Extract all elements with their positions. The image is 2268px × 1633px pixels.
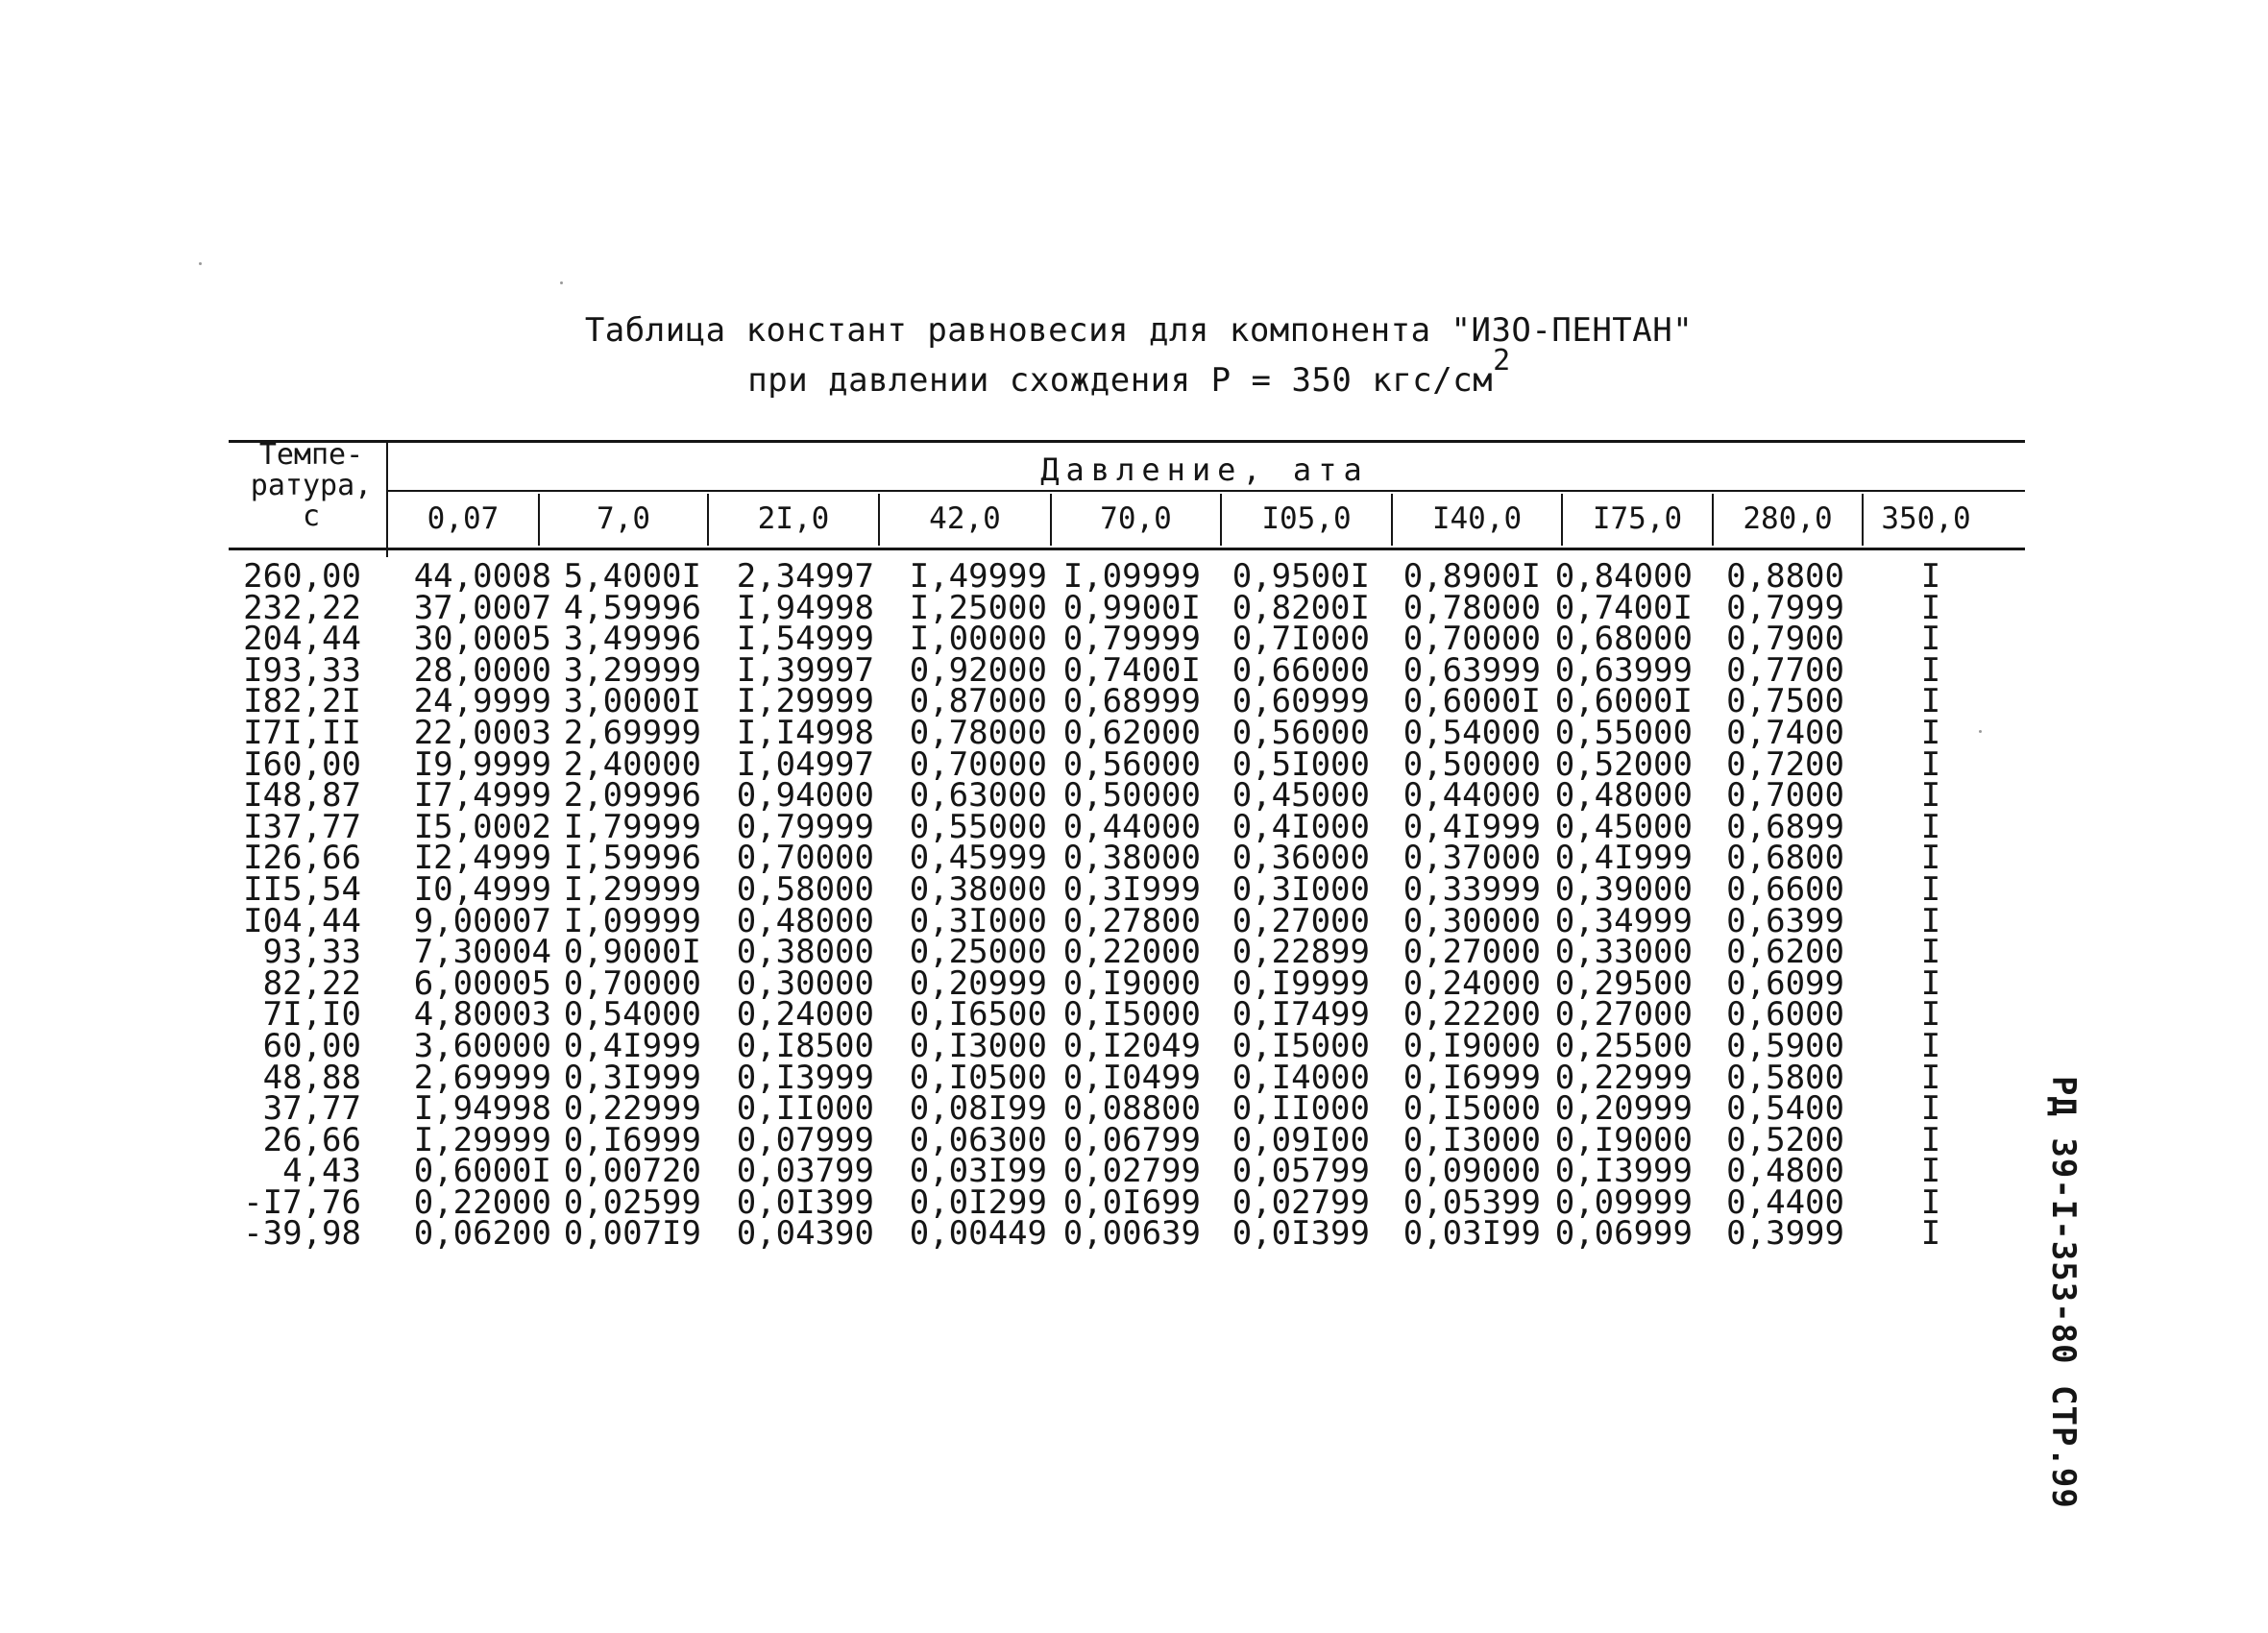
value-cell: 24,9999: [413, 682, 551, 721]
table-top-rule: [229, 440, 2025, 443]
value-cell: 0,I6500: [909, 995, 1047, 1035]
temperature-cell: I26,66: [243, 839, 361, 878]
value-cell: 0,6000I: [1402, 682, 1541, 721]
value-cell: I: [1920, 588, 1941, 627]
temperature-cell: I04,44: [243, 901, 361, 940]
value-cell: 0,I9000: [1402, 1026, 1541, 1065]
pressure-header: Давление, ата: [1040, 451, 1369, 488]
value-cell: 0,05399: [1402, 1182, 1541, 1222]
temperature-cell: I48,87: [243, 776, 361, 816]
value-cell: 0,9000I: [563, 933, 701, 972]
value-cell: 0,8900I: [1402, 557, 1541, 596]
value-cell: 0,48000: [736, 901, 874, 940]
value-cell: 0,70000: [736, 839, 874, 878]
value-cell: 0,66000: [1232, 650, 1370, 690]
temperature-cell: 60,00: [262, 1026, 361, 1065]
value-cell: 0,I5000: [1402, 1089, 1541, 1129]
value-cell: 0,5400: [1726, 1089, 1844, 1129]
value-cell: 0,0I299: [909, 1182, 1047, 1222]
value-cell: 0,02799: [1062, 1152, 1201, 1191]
value-cell: I,29999: [563, 869, 701, 909]
value-cell: I9,9999: [413, 744, 551, 784]
value-cell: 0,4I999: [1554, 839, 1693, 878]
value-cell: 0,I0500: [909, 1058, 1047, 1097]
value-cell: 0,I2049: [1062, 1026, 1201, 1065]
temperature-cell: 232,22: [243, 588, 361, 627]
value-cell: I: [1920, 963, 1941, 1003]
value-cell: 0,68000: [1554, 620, 1693, 659]
value-cell: 0,I6999: [563, 1120, 701, 1159]
title-line-2: [0, 344, 2268, 405]
value-cell: 0,68999: [1062, 682, 1201, 721]
value-cell: 0,45999: [909, 839, 1047, 878]
value-cell: 2,69999: [563, 713, 701, 752]
value-cell: 0,33999: [1402, 869, 1541, 909]
value-cell: 0,8200I: [1232, 588, 1370, 627]
value-cell: 0,84000: [1554, 557, 1693, 596]
value-cell: 0,4I000: [1232, 807, 1370, 846]
value-cell: 0,6800: [1726, 839, 1844, 878]
value-cell: I: [1920, 557, 1941, 596]
value-cell: 0,6000I: [413, 1152, 551, 1191]
value-cell: 0,50000: [1402, 744, 1541, 784]
value-cell: 0,54000: [1402, 713, 1541, 752]
value-cell: 0,6600: [1726, 869, 1844, 909]
value-cell: 0,06200: [413, 1214, 551, 1254]
value-cell: 3,60000: [413, 1026, 551, 1065]
value-cell: I,39997: [736, 650, 874, 690]
value-cell: 0,48000: [1554, 776, 1693, 816]
pressure-column-140-0: [1378, 557, 1541, 1254]
value-cell: 0,7999: [1726, 588, 1844, 627]
temperature-header: [234, 440, 388, 532]
temperature-cell: 204,44: [243, 620, 361, 659]
value-cell: I,54999: [736, 620, 874, 659]
value-cell: 0,05799: [1232, 1152, 1370, 1191]
value-cell: 0,20999: [909, 963, 1047, 1003]
value-cell: 0,37000: [1402, 839, 1541, 878]
value-cell: 0,7000: [1726, 776, 1844, 816]
value-cell: 7,30004: [413, 933, 551, 972]
value-cell: 0,II000: [1232, 1089, 1370, 1129]
value-cell: 0,4800: [1726, 1152, 1844, 1191]
value-cell: 0,38000: [736, 933, 874, 972]
value-cell: 0,33000: [1554, 933, 1693, 972]
temperature-cell: I7I,II: [243, 713, 361, 752]
value-cell: 0,7200: [1726, 744, 1844, 784]
value-cell: 0,27800: [1062, 901, 1201, 940]
value-cell: 0,09000: [1402, 1152, 1541, 1191]
value-cell: I,09999: [1062, 557, 1201, 596]
value-cell: 0,6099: [1726, 963, 1844, 1003]
value-cell: 6,00005: [413, 963, 551, 1003]
value-cell: 0,5800: [1726, 1058, 1844, 1097]
value-cell: 0,03I99: [909, 1152, 1047, 1191]
value-cell: 0,24000: [736, 995, 874, 1035]
value-cell: I: [1920, 682, 1941, 721]
value-cell: 0,7400I: [1062, 650, 1201, 690]
value-cell: 0,7I000: [1232, 620, 1370, 659]
pressure-header-rule: [388, 490, 2025, 492]
value-cell: 0,08800: [1062, 1089, 1201, 1129]
value-cell: I: [1920, 869, 1941, 909]
value-cell: I,49999: [909, 557, 1047, 596]
pressure-column-21-0: [711, 557, 874, 1254]
value-cell: 0,3999: [1726, 1214, 1844, 1254]
value-cell: 0,87000: [909, 682, 1047, 721]
value-cell: 0,45000: [1232, 776, 1370, 816]
value-cell: I5,0002: [413, 807, 551, 846]
value-cell: I,I4998: [736, 713, 874, 752]
value-cell: I: [1920, 650, 1941, 690]
value-cell: I,79999: [563, 807, 701, 846]
temperature-cell: 48,88: [262, 1058, 361, 1097]
value-cell: 0,I8500: [736, 1026, 874, 1065]
value-cell: 0,56000: [1062, 744, 1201, 784]
temperature-cell: 26,66: [262, 1120, 361, 1159]
value-cell: I: [1920, 713, 1941, 752]
value-cell: I: [1920, 995, 1941, 1035]
value-cell: 44,0008: [413, 557, 551, 596]
value-cell: 0,58000: [736, 869, 874, 909]
value-cell: I: [1920, 1152, 1941, 1191]
value-cell: 37,0007: [413, 588, 551, 627]
value-cell: 0,22000: [1062, 933, 1201, 972]
value-cell: 0,78000: [909, 713, 1047, 752]
pressure-column-280-0: [1700, 557, 1844, 1254]
value-cell: 28,0000: [413, 650, 551, 690]
value-cell: I,04997: [736, 744, 874, 784]
value-cell: I: [1920, 744, 1941, 784]
value-cell: 0,3I000: [1232, 869, 1370, 909]
value-cell: 0,52000: [1554, 744, 1693, 784]
pressure-column-70-0: [1037, 557, 1201, 1254]
value-cell: 0,50000: [1062, 776, 1201, 816]
value-cell: 22,0003: [413, 713, 551, 752]
pressure-column-42-0: [884, 557, 1047, 1254]
value-cell: 0,92000: [909, 650, 1047, 690]
value-cell: 0,5900: [1726, 1026, 1844, 1065]
header-bottom-rule: [229, 548, 2025, 550]
value-cell: 0,6000I: [1554, 682, 1693, 721]
value-cell: 0,3I000: [909, 901, 1047, 940]
temperature-cell: -I7,76: [243, 1182, 361, 1222]
value-cell: 3,0000I: [563, 682, 701, 721]
value-cell: I: [1920, 776, 1941, 816]
value-cell: 0,7400I: [1554, 588, 1693, 627]
value-cell: 2,09996: [563, 776, 701, 816]
title-superscript: 2: [1493, 344, 1511, 378]
temperature-cell: II5,54: [243, 869, 361, 909]
value-cell: 0,8800: [1726, 557, 1844, 596]
value-cell: 5,4000I: [563, 557, 701, 596]
temperature-cell: 260,00: [243, 557, 361, 596]
value-cell: 3,49996: [563, 620, 701, 659]
value-cell: 0,22899: [1232, 933, 1370, 972]
value-cell: 0,4I999: [1402, 807, 1541, 846]
value-cell: I: [1920, 1026, 1941, 1065]
value-cell: I0,4999: [413, 869, 551, 909]
temperature-cell: I60,00: [243, 744, 361, 784]
value-cell: 0,78000: [1402, 588, 1541, 627]
value-cell: 9,00007: [413, 901, 551, 940]
value-cell: I,00000: [909, 620, 1047, 659]
scan-speck: [1979, 730, 1982, 733]
temperature-cell: I37,77: [243, 807, 361, 846]
value-cell: 0,00449: [909, 1214, 1047, 1254]
value-cell: 0,24000: [1402, 963, 1541, 1003]
value-cell: 0,63999: [1554, 650, 1693, 690]
value-cell: I: [1920, 620, 1941, 659]
value-cell: 0,03799: [736, 1152, 874, 1191]
value-cell: 0,56000: [1232, 713, 1370, 752]
value-cell: I: [1920, 933, 1941, 972]
title-line-1: Таблица констант равновесия для компонента "ИЗО-ПЕНТАН": [584, 311, 1694, 350]
pressure-col-header: 2I,0: [757, 501, 830, 536]
value-cell: 0,39000: [1554, 869, 1693, 909]
value-cell: 0,007I9: [563, 1214, 701, 1254]
value-cell: 0,4I999: [563, 1026, 701, 1065]
value-cell: 3,29999: [563, 650, 701, 690]
value-cell: 0,5200: [1726, 1120, 1844, 1159]
value-cell: 0,20999: [1554, 1089, 1693, 1129]
value-cell: 0,I9999: [1232, 963, 1370, 1003]
pressure-col-header: I05,0: [1261, 501, 1352, 536]
value-cell: 0,45000: [1554, 807, 1693, 846]
value-cell: 0,6000: [1726, 995, 1844, 1035]
value-cell: 0,0I399: [1232, 1214, 1370, 1254]
value-cell: 0,06300: [909, 1120, 1047, 1159]
value-cell: 0,79999: [1062, 620, 1201, 659]
value-cell: 0,03I99: [1402, 1214, 1541, 1254]
value-cell: 0,70000: [563, 963, 701, 1003]
pressure-column-105-0: [1207, 557, 1370, 1254]
value-cell: 0,5I000: [1232, 744, 1370, 784]
value-cell: 0,7700: [1726, 650, 1844, 690]
value-cell: 0,30000: [736, 963, 874, 1003]
temperature-cell: 82,22: [262, 963, 361, 1003]
value-cell: 2,69999: [413, 1058, 551, 1097]
value-cell: I7,4999: [413, 776, 551, 816]
value-cell: 0,70000: [909, 744, 1047, 784]
pressure-col-header: 42,0: [929, 501, 1001, 536]
value-cell: 4,59996: [563, 588, 701, 627]
temperature-cell: I93,33: [243, 650, 361, 690]
pressure-column-350-0: [1912, 557, 1950, 1254]
value-cell: I: [1920, 1120, 1941, 1159]
temperature-cell: 93,33: [262, 933, 361, 972]
value-cell: 0,08I99: [909, 1089, 1047, 1129]
value-cell: 0,00639: [1062, 1214, 1201, 1254]
temperature-cell: 4,43: [282, 1152, 361, 1191]
value-cell: 0,00720: [563, 1152, 701, 1191]
value-cell: 0,22000: [413, 1182, 551, 1222]
value-cell: 0,I6999: [1402, 1058, 1541, 1097]
temperature-header-line-1: Темпе-: [258, 438, 364, 472]
value-cell: 0,63000: [909, 776, 1047, 816]
value-cell: 0,I9000: [1554, 1120, 1693, 1159]
scan-speck: [199, 262, 202, 265]
pressure-col-header: 70,0: [1100, 501, 1172, 536]
value-cell: 0,27000: [1554, 995, 1693, 1035]
value-cell: I: [1920, 807, 1941, 846]
value-cell: 0,I5000: [1062, 995, 1201, 1035]
value-cell: 0,6200: [1726, 933, 1844, 972]
value-cell: I,25000: [909, 588, 1047, 627]
temperature-column: [227, 557, 361, 1254]
value-cell: 0,0I699: [1062, 1182, 1201, 1222]
value-cell: 0,55000: [909, 807, 1047, 846]
pressure-col-header: I40,0: [1431, 501, 1523, 536]
value-cell: 0,09I00: [1232, 1120, 1370, 1159]
value-cell: 0,7500: [1726, 682, 1844, 721]
temperature-cell: -39,98: [243, 1214, 361, 1254]
temperature-header-line-3: с: [302, 500, 321, 533]
value-cell: 0,6399: [1726, 901, 1844, 940]
pressure-col-header: 280,0: [1743, 501, 1833, 536]
title-line-2-text: при давлении схождения Р = 350 кгс/см: [747, 361, 1494, 400]
value-cell: 2,40000: [563, 744, 701, 784]
value-cell: 0,I0499: [1062, 1058, 1201, 1097]
value-cell: 0,44000: [1062, 807, 1201, 846]
temperature-cell: 7I,I0: [262, 995, 361, 1035]
value-cell: 0,22200: [1402, 995, 1541, 1035]
value-cell: 0,63999: [1402, 650, 1541, 690]
value-cell: 2,34997: [736, 557, 874, 596]
value-cell: 0,44000: [1402, 776, 1541, 816]
value-cell: 0,I5000: [1232, 1026, 1370, 1065]
value-cell: I2,4999: [413, 839, 551, 878]
value-cell: I,29999: [736, 682, 874, 721]
value-cell: I: [1920, 839, 1941, 878]
value-cell: 0,6899: [1726, 807, 1844, 846]
value-cell: 0,79999: [736, 807, 874, 846]
value-cell: 0,27000: [1402, 933, 1541, 972]
value-cell: 0,02599: [563, 1182, 701, 1222]
pressure-col-header: I75,0: [1592, 501, 1683, 536]
value-cell: 0,34999: [1554, 901, 1693, 940]
value-cell: 0,02799: [1232, 1182, 1370, 1222]
value-cell: 0,38000: [909, 869, 1047, 909]
value-cell: 0,38000: [1062, 839, 1201, 878]
value-cell: 0,06999: [1554, 1214, 1693, 1254]
value-cell: 0,25500: [1554, 1026, 1693, 1065]
value-cell: I,59996: [563, 839, 701, 878]
pressure-column-7-0: [538, 557, 701, 1254]
temperature-cell: I82,2I: [243, 682, 361, 721]
pressure-col-header: 350,0: [1881, 501, 1971, 536]
value-cell: 0,94000: [736, 776, 874, 816]
pressure-column-0-07: [386, 557, 551, 1254]
table-title: [0, 305, 2268, 405]
value-cell: I,94998: [413, 1089, 551, 1129]
temperature-header-line-2: ратура,: [250, 469, 373, 502]
value-cell: 4,80003: [413, 995, 551, 1035]
value-cell: 0,25000: [909, 933, 1047, 972]
value-cell: 0,9500I: [1232, 557, 1370, 596]
pressure-column-175-0: [1529, 557, 1693, 1254]
value-cell: 0,22999: [563, 1089, 701, 1129]
value-cell: 0,70000: [1402, 620, 1541, 659]
value-cell: 0,3I999: [1062, 869, 1201, 909]
value-cell: 0,3I999: [563, 1058, 701, 1097]
value-cell: 0,I7499: [1232, 995, 1370, 1035]
value-cell: 0,4400: [1726, 1182, 1844, 1222]
value-cell: 0,I3999: [1554, 1152, 1693, 1191]
pressure-col-header: 0,07: [427, 501, 500, 536]
value-cell: I: [1920, 1182, 1941, 1222]
value-cell: 0,55000: [1554, 713, 1693, 752]
value-cell: I: [1920, 1058, 1941, 1097]
value-cell: 0,I3000: [1402, 1120, 1541, 1159]
value-cell: 0,7400: [1726, 713, 1844, 752]
value-cell: I,09999: [563, 901, 701, 940]
value-cell: 0,29500: [1554, 963, 1693, 1003]
value-cell: 0,54000: [563, 995, 701, 1035]
value-cell: 0,06799: [1062, 1120, 1201, 1159]
value-cell: 30,0005: [413, 620, 551, 659]
value-cell: I: [1920, 1214, 1941, 1254]
value-cell: 0,I4000: [1232, 1058, 1370, 1097]
value-cell: 0,04390: [736, 1214, 874, 1254]
value-cell: 0,27000: [1232, 901, 1370, 940]
value-cell: 0,30000: [1402, 901, 1541, 940]
value-cell: 0,0I399: [736, 1182, 874, 1222]
value-cell: 0,7900: [1726, 620, 1844, 659]
value-cell: 0,II000: [736, 1089, 874, 1129]
value-cell: 0,36000: [1232, 839, 1370, 878]
value-cell: I: [1920, 901, 1941, 940]
temperature-cell: 37,77: [262, 1089, 361, 1129]
value-cell: 0,07999: [736, 1120, 874, 1159]
value-cell: 0,I3999: [736, 1058, 874, 1097]
value-cell: 0,62000: [1062, 713, 1201, 752]
value-cell: I,29999: [413, 1120, 551, 1159]
value-cell: 0,09999: [1554, 1182, 1693, 1222]
pressure-col-header: 7,0: [597, 501, 650, 536]
value-cell: 0,60999: [1232, 682, 1370, 721]
value-cell: I,94998: [736, 588, 874, 627]
value-cell: 0,I3000: [909, 1026, 1047, 1065]
value-cell: I: [1920, 1089, 1941, 1129]
scan-speck: [560, 281, 563, 284]
document-reference: РД 39-I-353-80 СТР.99: [2044, 1076, 2083, 1509]
value-cell: 0,22999: [1554, 1058, 1693, 1097]
value-cell: 0,I9000: [1062, 963, 1201, 1003]
value-cell: 0,9900I: [1062, 588, 1201, 627]
